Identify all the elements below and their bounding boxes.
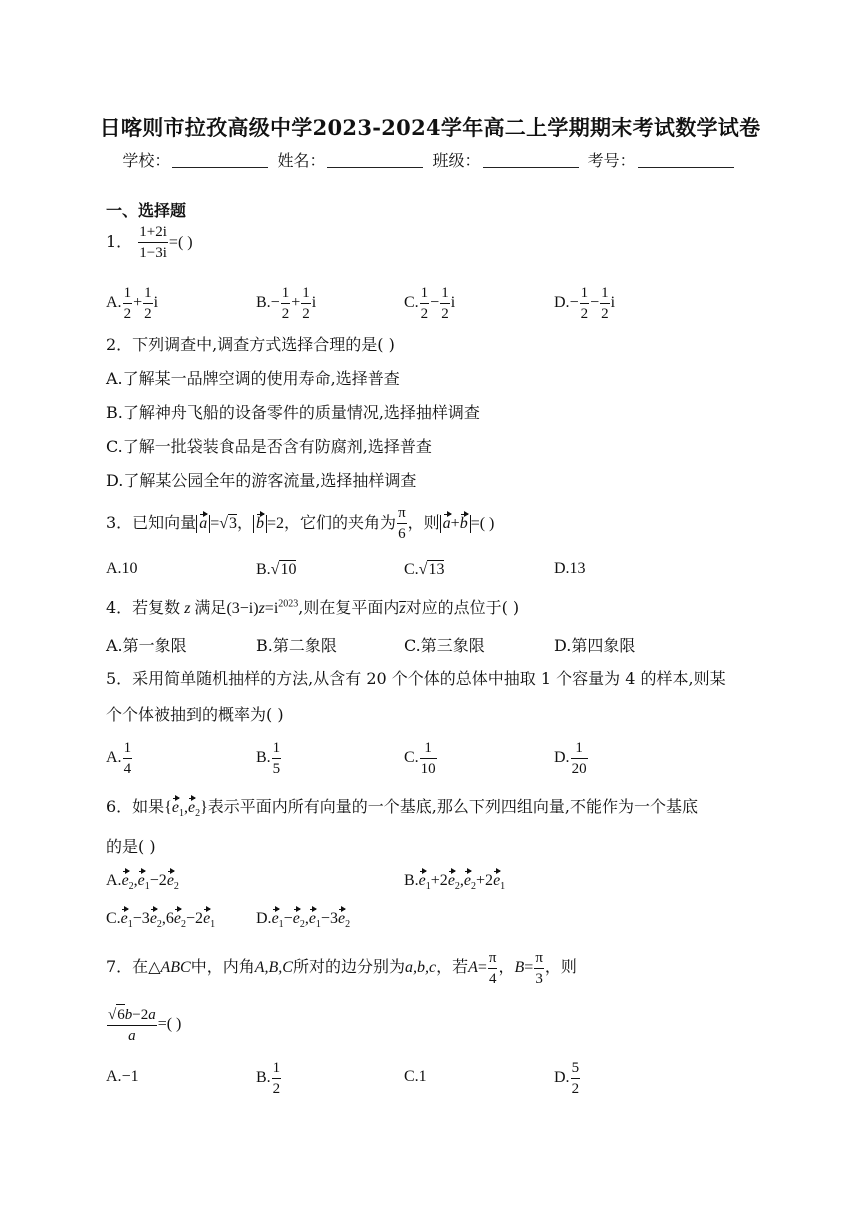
question-3-stem: 3．已知向量 a =√3， b =2，它们的夹角为 $\frac{\pi}{6}$ ，则 a+b =( ) bbox=[106, 505, 495, 542]
question-1-stem bbox=[106, 222, 193, 263]
q1-numerator: 1+2i bbox=[138, 222, 168, 243]
q3-text: ， bbox=[237, 513, 254, 532]
exam-number-label: 考号： bbox=[587, 151, 636, 170]
option-letter: A. bbox=[106, 1068, 122, 1085]
option-denominator: 5 bbox=[272, 761, 281, 777]
question-5-line-2: 个个体被抽到的概率为( ) bbox=[106, 705, 284, 724]
q2-option-c[interactable]: C.了解一批袋装食品是否含有防腐剂,选择普查 bbox=[106, 437, 432, 456]
q3-option-d[interactable]: D.13 bbox=[554, 560, 586, 577]
q7-text: 中，内角 bbox=[190, 957, 255, 977]
q7-tail: =( ) bbox=[157, 1015, 182, 1033]
q5-option-d[interactable]: D. $\frac{1}{20}$ bbox=[554, 740, 587, 777]
option-letter: D. bbox=[554, 749, 570, 767]
q2-option-d[interactable]: D.了解某公园全年的游客流量,选择抽样调查 bbox=[106, 471, 417, 490]
q3-option-a[interactable]: A.10 bbox=[106, 560, 138, 577]
q7-option-b[interactable]: B. $\frac{1}{2}$ bbox=[256, 1060, 281, 1097]
question-7-expression: $\frac{√6b-2a}{a}$ =( ) bbox=[106, 1004, 181, 1046]
q2-option-a[interactable]: A.了解某一品牌空调的使用寿命,选择普查 bbox=[106, 369, 400, 388]
q7-text: ，则 bbox=[544, 957, 577, 977]
question-number: 1． bbox=[106, 232, 133, 251]
q7-text: ，若 bbox=[436, 957, 469, 977]
option-denominator: 4 bbox=[123, 761, 132, 777]
option-denominator: 10 bbox=[420, 761, 436, 777]
q4-option-c[interactable]: C.第三象限 bbox=[404, 636, 485, 655]
q4-option-d[interactable]: D.第四象限 bbox=[554, 636, 636, 655]
option-letter: C. bbox=[404, 294, 419, 312]
q4-option-a[interactable]: A.第一象限 bbox=[106, 636, 187, 655]
q4-text: 对应的点位于( ) bbox=[405, 598, 520, 617]
question-4-stem: 4．若复数 z 满足$(3-i)z=i^{2023}$,则在复平面内z对应的点位于( ) bbox=[106, 598, 520, 617]
q3-text: ，它们的夹角为 bbox=[284, 513, 397, 532]
q6-option-b[interactable]: $B.e_1+2e_2,e_2+2e_1$ bbox=[404, 872, 506, 893]
option-letter: D. bbox=[256, 910, 272, 927]
exam-title: 日喀则市拉孜高级中学2023-2024学年高二上学期期末考试数学试卷 bbox=[99, 115, 761, 140]
question-2-stem: 2．下列调查中,调查方式选择合理的是( ) bbox=[106, 335, 395, 354]
q6-option-a[interactable]: $A.e_2,e_1-2e_2$ bbox=[106, 872, 179, 893]
q3-text: ，则 bbox=[407, 513, 440, 532]
option-letter: D. bbox=[554, 1069, 570, 1087]
q1-option-c[interactable]: C. $\frac{1}{2}$ − $\frac{1}{2}$ i bbox=[404, 285, 456, 322]
option-value: 10 bbox=[280, 561, 297, 578]
question-5-line-1: 5．采用简单随机抽样的方法,从含有 20 个个体的总体中抽取 1 个容量为 4 的样本,则某 bbox=[106, 669, 726, 688]
q3-text: 3．已知向量 bbox=[106, 513, 197, 532]
class-blank[interactable] bbox=[483, 153, 579, 168]
q1-option-a[interactable]: A. $\frac{1}{2}$ + $\frac{1}{2}$ i bbox=[106, 285, 159, 322]
school-blank[interactable] bbox=[172, 153, 268, 168]
q7-text: 7．在 bbox=[106, 957, 149, 977]
option-letter: C. bbox=[404, 749, 419, 767]
q3-text: =( ) bbox=[470, 515, 495, 532]
q7-option-a[interactable] bbox=[106, 1068, 139, 1086]
option-letter: B. bbox=[256, 561, 271, 578]
q3-option-b[interactable]: B.√10 bbox=[256, 561, 297, 578]
name-blank[interactable] bbox=[327, 153, 423, 168]
section-heading: 一、选择题 bbox=[106, 201, 187, 220]
option-letter: C. bbox=[404, 561, 419, 578]
option-letter: B. bbox=[256, 1069, 271, 1087]
option-letter: A. bbox=[106, 294, 122, 312]
option-value: 13 bbox=[428, 561, 445, 578]
option-value: −1 bbox=[121, 1068, 139, 1085]
option-letter: C. bbox=[106, 910, 121, 927]
q6-option-d[interactable]: $D.e_1-e_2,e_1-3e_2$ bbox=[256, 910, 351, 931]
school-label: 学校： bbox=[122, 151, 171, 170]
exam-number-blank[interactable] bbox=[638, 153, 734, 168]
q6-text: 6．如果 bbox=[106, 797, 165, 816]
option-letter: B. bbox=[404, 872, 419, 889]
q7-text: 所对的边分别为 bbox=[292, 957, 405, 977]
q1-option-d[interactable]: D.− $\frac{1}{2}$ − $\frac{1}{2}$ i bbox=[554, 285, 616, 322]
option-letter: B. bbox=[256, 294, 271, 312]
q1-tail: =( ) bbox=[168, 234, 193, 251]
question-6-line-2: 的是( ) bbox=[106, 837, 156, 856]
question-6-line-1: 6．如果$\{e_1,e_2\}$表示平面内所有向量的一个基底,那么下列四组向量,不能作为一个基底 bbox=[106, 797, 698, 820]
question-7-stem: 7．在△ABC中，内角A,B,C所对的边分别为a,b,c，若A= $\frac{\pi}{4}$ ，B= $\frac{\pi}{3}$ ，则 bbox=[106, 950, 577, 987]
q4-text: ,则在复平面内 bbox=[298, 598, 400, 617]
q4-option-b[interactable]: B.第二象限 bbox=[256, 636, 337, 655]
q1-option-b[interactable]: B.− $\frac{1}{2}$ + $\frac{1}{2}$ i bbox=[256, 285, 317, 322]
option-letter: A. bbox=[106, 872, 122, 889]
q5-option-c[interactable]: C. $\frac{1}{10}$ bbox=[404, 740, 436, 777]
q5-option-a[interactable]: A. $\frac{1}{4}$ bbox=[106, 740, 132, 777]
q4-text: 4．若复数 bbox=[106, 598, 181, 617]
q7-option-c[interactable]: C.1 bbox=[404, 1068, 427, 1085]
name-label: 姓名： bbox=[277, 151, 326, 170]
q6-option-c[interactable]: $C.e_1-3e_2,6e_2-2e_1$ bbox=[106, 910, 216, 931]
q6-text: 表示平面内所有向量的一个基底,那么下列四组向量,不能作为一个基底 bbox=[207, 797, 698, 816]
q3-option-c[interactable]: C.√13 bbox=[404, 561, 445, 578]
option-letter: B. bbox=[256, 749, 271, 767]
class-label: 班级： bbox=[432, 151, 481, 170]
q2-option-b[interactable]: B.了解神舟飞船的设备零件的质量情况,选择抽样调查 bbox=[106, 403, 480, 422]
q4-text: 满足 bbox=[194, 598, 227, 617]
option-denominator: 20 bbox=[571, 761, 587, 777]
q7-text: ， bbox=[498, 957, 515, 977]
option-letter: A. bbox=[106, 749, 122, 767]
student-info-row bbox=[0, 148, 860, 171]
q5-option-b[interactable]: B. $\frac{1}{5}$ bbox=[256, 740, 281, 777]
q1-denominator: 1−3i bbox=[139, 245, 167, 261]
option-letter: D. bbox=[554, 294, 570, 312]
q7-option-d[interactable]: D. $\frac{5}{2}$ bbox=[554, 1060, 580, 1097]
